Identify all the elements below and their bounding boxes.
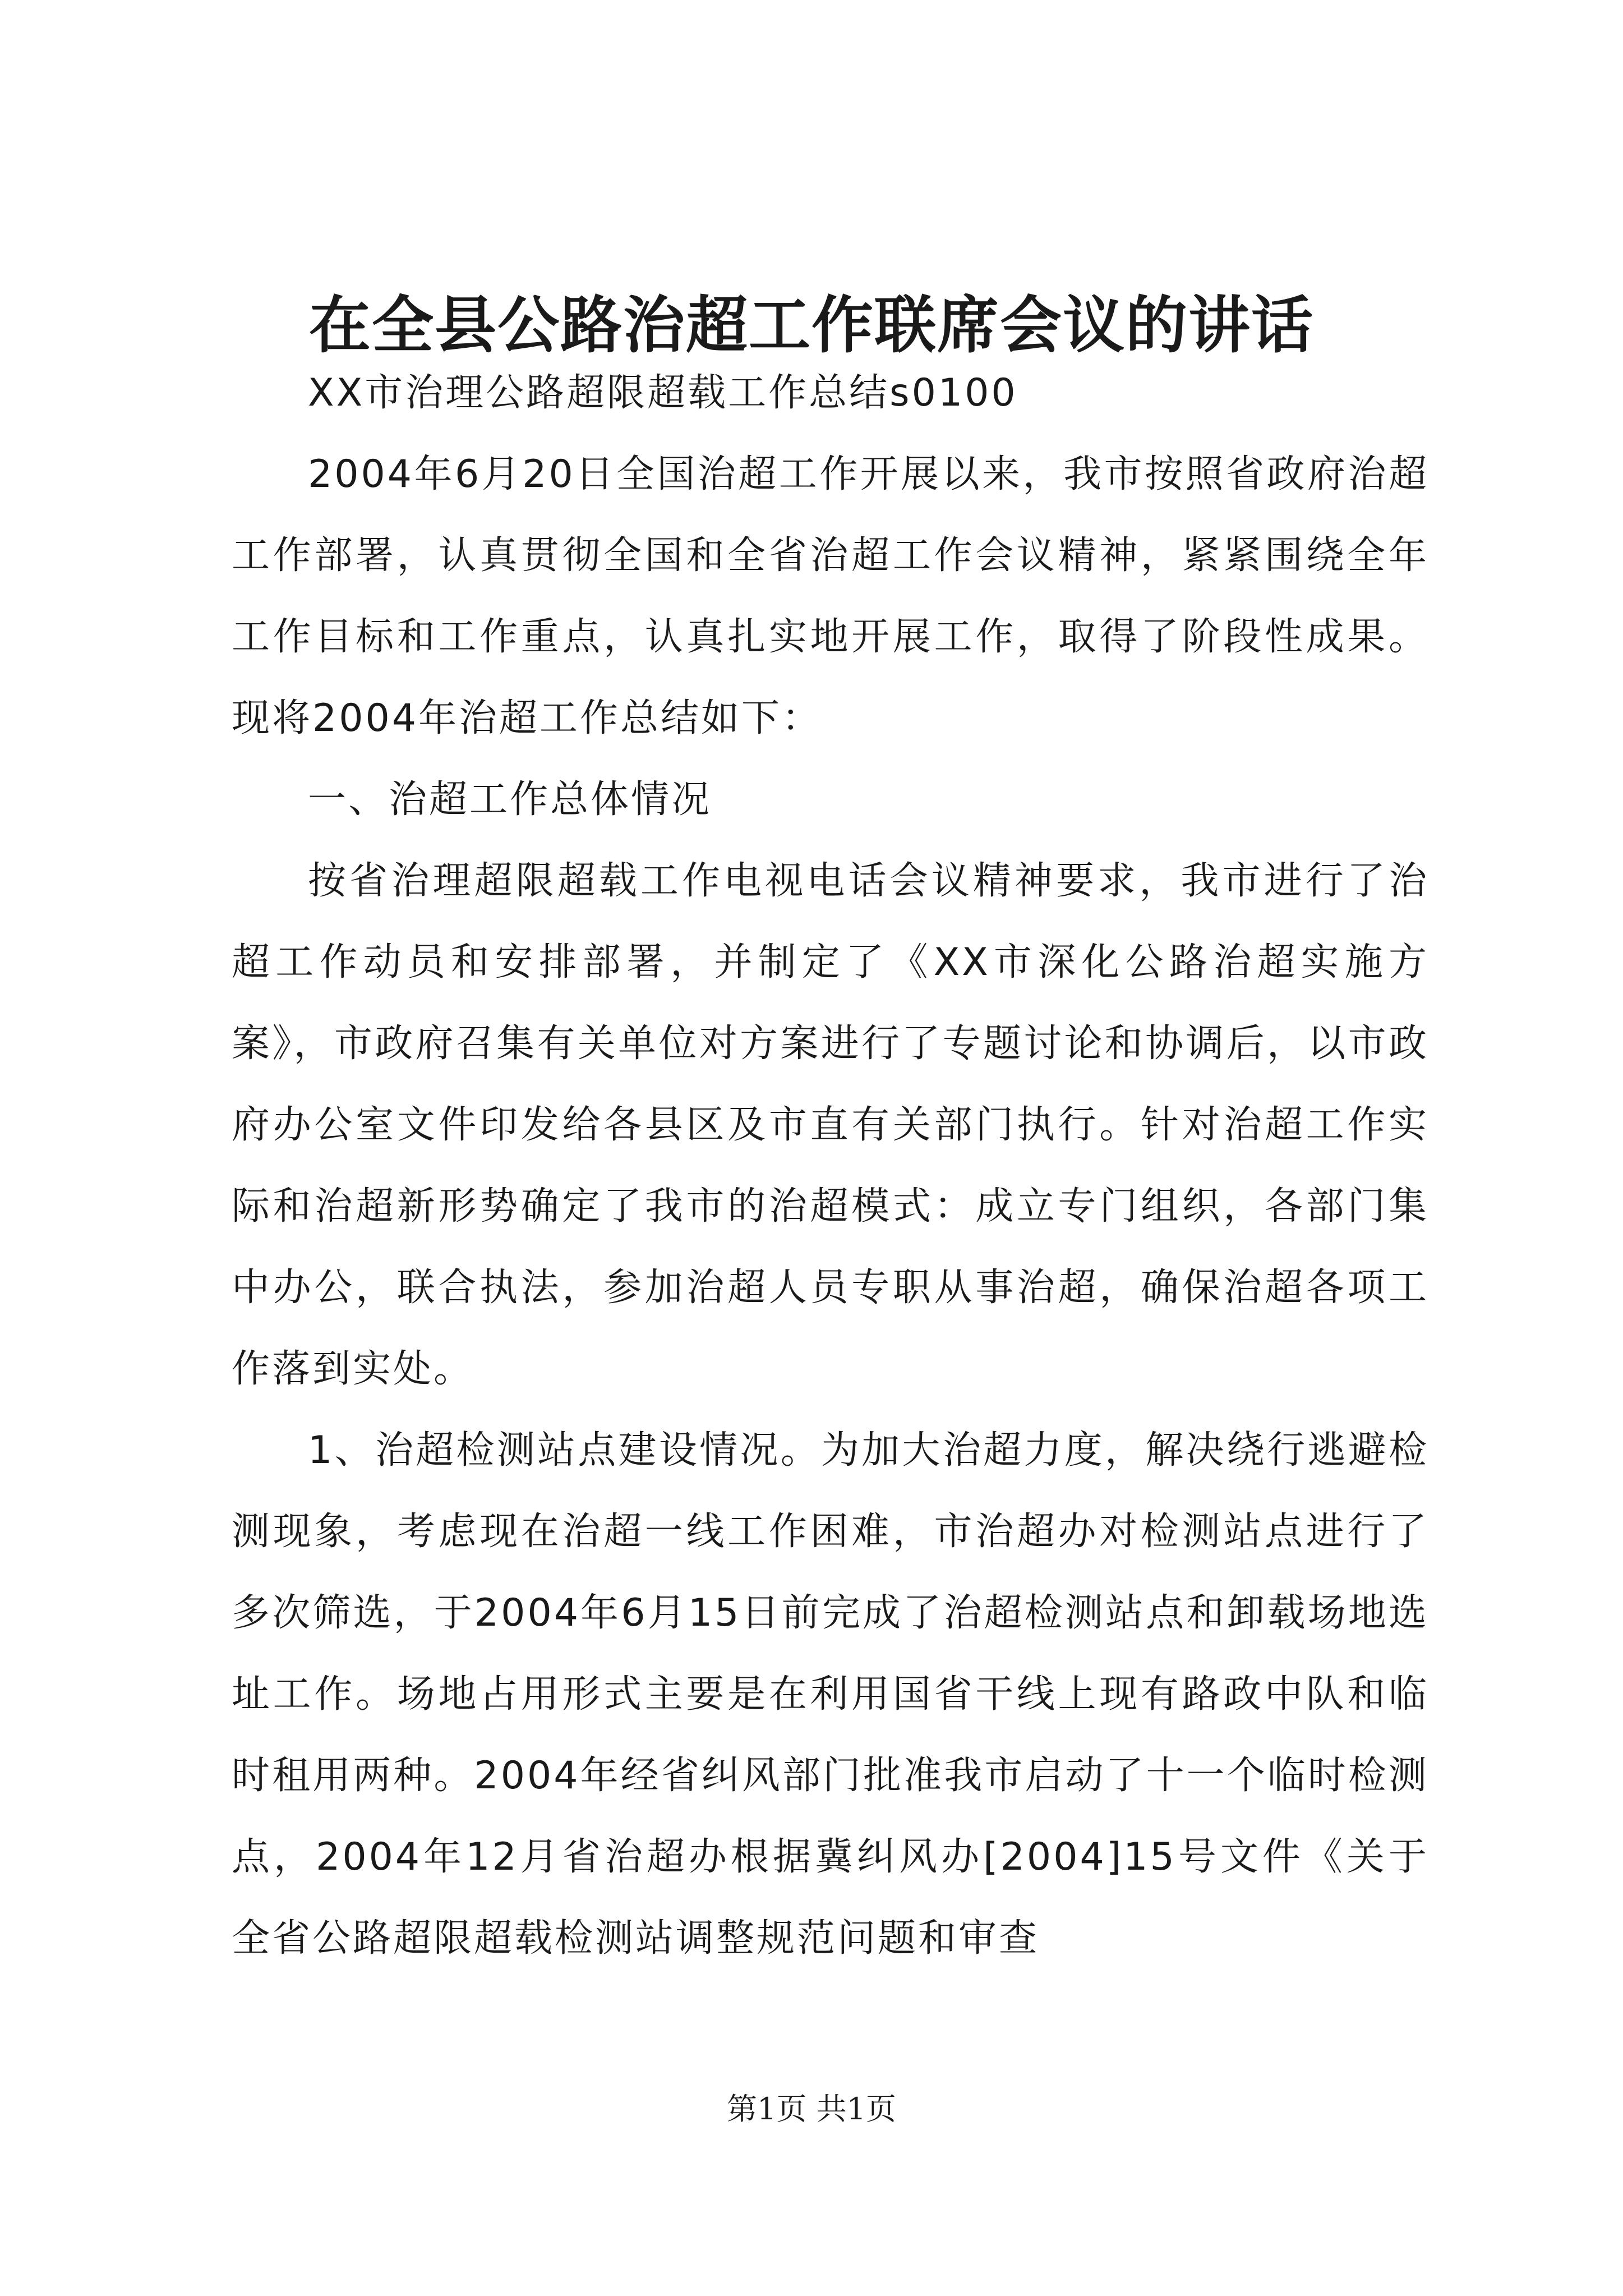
body-paragraph: 1、治超检测站点建设情况。为加大治超力度，解决绕行逃避检测现象，考虑现在治超一线工作困难，市治超办对检测站点进行了多次筛选，于2004年6月15日前完成了治超检测站点和卸载场地选址工作。场地占用形式主要是在利用国省干线上现有路政中队和临时租用两种。2004年经省纠风部门批准我市启动了十一个临时检测点，2004年12月省治超办根据冀纠风办[2004]15号文件《关于全省公路超限超载检测站调整规范问题和审查 xyxy=(232,1428,1429,1961)
intro-paragraph: 2004年6月20日全国治超工作开展以来，我市按照省政府治超工作部署，认真贯彻全国和全省治超工作会议精神，紧紧围绕全年工作目标和工作重点，认真扎实地开展工作，取得了阶段性成果。现将2004年治超工作总结如下： xyxy=(232,452,1429,740)
page-footer: 第1页 共1页 xyxy=(727,2091,896,2127)
subtitle-paragraph: XX市治理公路超限超载工作总结s0100 xyxy=(308,371,1018,415)
document-body xyxy=(232,352,1429,1979)
section-heading: 一、治超工作总体情况 xyxy=(308,777,712,822)
body-paragraph: 按省治理超限超载工作电视电话会议精神要求，我市进行了治超工作动员和安排部署，并制定了《XX市深化公路治超实施方案》，市政府召集有关单位对方案进行了专题讨论和协调后，以市政府办公室文件印发给各县区及市直有关部门执行。针对治超工作实际和治超新形势确定了我市的治超模式：成立专门组织，各部门集中办公，联合执法，参加治超人员专职从事治超，确保治超各项工作落到实处。 xyxy=(232,859,1429,1391)
document-title: 在全县公路治超工作联席会议的讲话 xyxy=(309,289,1314,361)
